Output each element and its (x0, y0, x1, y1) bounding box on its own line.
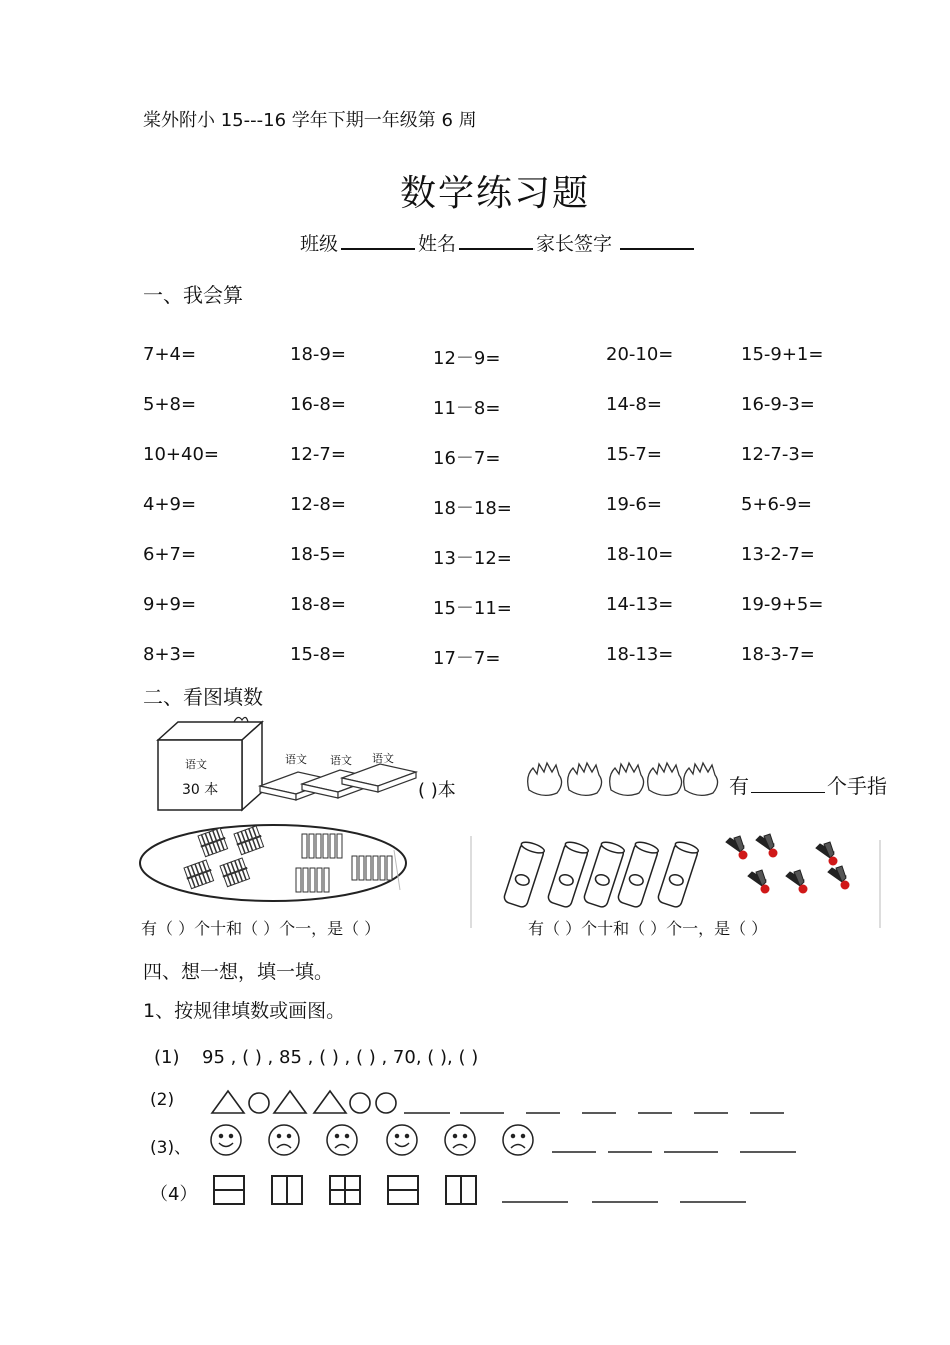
calc-problem[interactable]: 7+4= (143, 344, 197, 365)
single-stick-icon (387, 856, 392, 880)
parent-sign-blank[interactable] (620, 232, 694, 250)
shuttle-tube-icon (503, 840, 546, 908)
pattern-instruction: 1、按规律填数或画图。 (143, 1000, 346, 1022)
gloves-question (729, 770, 887, 799)
single-stick-icon (352, 856, 357, 880)
calc-problem[interactable]: 18-9= (290, 344, 346, 365)
calc-problem[interactable]: 12－9= (433, 348, 501, 369)
calc-problem[interactable]: 18-13= (606, 644, 674, 665)
smiley-face-icon (387, 1125, 417, 1155)
box-count: 30 本 (182, 782, 219, 798)
class-blank[interactable] (341, 232, 415, 250)
single-stick-icon (330, 834, 335, 858)
sticks-illustration (138, 822, 434, 904)
gloves-prefix: 有 (729, 774, 749, 798)
calc-problem[interactable]: 20-10= (606, 344, 674, 365)
calc-problem[interactable]: 15－11= (433, 598, 512, 619)
calc-problem[interactable]: 16－7= (433, 448, 501, 469)
triangle-icon (314, 1091, 346, 1113)
q4-label: （4） (150, 1184, 198, 1205)
glove-icon (684, 763, 718, 795)
calc-problem[interactable]: 17－7= (433, 648, 501, 669)
q1-sequence[interactable]: 95 , ( ) , 85 , ( ) , ( ) , 70, ( ), ( ) (202, 1047, 479, 1068)
tubes-question: 有（ ）个十和（ ）个一，是（ ） (528, 919, 768, 938)
sad-face-icon (269, 1125, 299, 1155)
calc-problem[interactable]: 19-9+5= (741, 594, 824, 615)
shuttlecock-icon (756, 834, 778, 858)
glove-icon (610, 763, 644, 795)
calc-problem[interactable]: 9+9= (143, 594, 197, 615)
calc-problem[interactable]: 14-8= (606, 394, 662, 415)
single-stick-icon (380, 856, 385, 880)
calc-problem[interactable]: 12-7= (290, 444, 346, 465)
calc-problem[interactable]: 5+6-9= (741, 494, 813, 515)
shuttle-tube-icon (547, 840, 590, 908)
calc-problem[interactable]: 18-8= (290, 594, 346, 615)
single-stick-icon (337, 834, 342, 858)
page-title: 数学练习题 (399, 173, 590, 214)
calc-problem[interactable]: 5+8= (143, 394, 197, 415)
calc-problem[interactable]: 16-9-3= (741, 394, 815, 415)
shuttlecock-icon (748, 870, 770, 894)
books-answer-blank[interactable]: ( )本 (418, 780, 456, 801)
tubes-illustration (470, 832, 882, 928)
calc-problem[interactable]: 16-8= (290, 394, 346, 415)
parent-sign-label: 家长签字 (536, 233, 613, 255)
name-label: 姓名 (418, 233, 457, 255)
class-label: 班级 (300, 233, 339, 255)
calc-problem[interactable]: 19-6= (606, 494, 662, 515)
single-stick-icon (296, 868, 301, 892)
calc-problem[interactable]: 18-5= (290, 544, 346, 565)
book-label-2: 语文 (330, 754, 352, 767)
glove-icon (568, 763, 602, 795)
calc-problem[interactable]: 10+40= (143, 444, 219, 465)
single-stick-icon (373, 856, 378, 880)
section-heading-think: 四、想一想，填一填。 (143, 961, 334, 983)
single-stick-icon (309, 834, 314, 858)
shuttlecock-icon (726, 836, 748, 860)
boxes-pattern (212, 1174, 752, 1208)
calc-problem[interactable]: 12-7-3= (741, 444, 815, 465)
triangle-icon (274, 1091, 306, 1113)
sticks-question: 有（ ）个十和（ ）个一，是（ ） (141, 919, 381, 938)
calc-problem[interactable]: 18－18= (433, 498, 512, 519)
calc-problem[interactable]: 11－8= (433, 398, 501, 419)
single-stick-icon (323, 834, 328, 858)
single-stick-icon (310, 868, 315, 892)
circle-icon (350, 1093, 370, 1113)
q3-label: (3)、 (150, 1138, 192, 1158)
glove-icon (528, 763, 562, 795)
calc-problem[interactable]: 14-13= (606, 594, 674, 615)
book-label-1: 语文 (285, 753, 307, 766)
sad-face-icon (327, 1125, 357, 1155)
calc-problem[interactable]: 13－12= (433, 548, 512, 569)
glove-icon (648, 763, 682, 795)
info-line (300, 229, 697, 256)
calc-problem[interactable]: 15-9+1= (741, 344, 824, 365)
calc-problem[interactable]: 12-8= (290, 494, 346, 515)
calc-problem[interactable]: 13-2-7= (741, 544, 815, 565)
calc-problem[interactable]: 18-3-7= (741, 644, 815, 665)
circle-icon (249, 1093, 269, 1113)
calc-problem[interactable]: 4+9= (143, 494, 197, 515)
single-stick-icon (317, 868, 322, 892)
q1-label: (1) (154, 1047, 180, 1068)
faces-pattern (208, 1124, 800, 1158)
shuttlecock-icon (786, 870, 808, 894)
sad-face-icon (503, 1125, 533, 1155)
fingers-blank[interactable] (751, 774, 825, 793)
gloves-suffix: 个手指 (827, 774, 887, 798)
single-stick-icon (366, 856, 371, 880)
book-label-3: 语文 (372, 752, 394, 765)
calc-problem[interactable]: 15-8= (290, 644, 346, 665)
school-line: 棠外附小 15---16 学年下期一年级第 6 周 (143, 110, 477, 131)
shuttle-tube-icon (657, 840, 700, 908)
triangle-icon (212, 1091, 244, 1113)
gloves-illustration (525, 760, 725, 802)
shuttlecock-icon (816, 842, 838, 866)
circle-icon (376, 1093, 396, 1113)
shuttlecock-icon (828, 866, 850, 890)
name-blank[interactable] (459, 232, 533, 250)
single-stick-icon (302, 834, 307, 858)
calc-problem[interactable]: 6+7= (143, 544, 197, 565)
sad-face-icon (445, 1125, 475, 1155)
box-label: 语文 (185, 758, 207, 771)
single-stick-icon (324, 868, 329, 892)
smiley-face-icon (211, 1125, 241, 1155)
shapes-pattern (210, 1087, 790, 1117)
q2-label: (2) (150, 1090, 175, 1110)
calc-problem[interactable]: 8+3= (143, 644, 197, 665)
calc-problem[interactable]: 15-7= (606, 444, 662, 465)
single-stick-icon (359, 856, 364, 880)
section-heading-picture: 二、看图填数 (143, 685, 263, 709)
section-heading-calc: 一、我会算 (143, 283, 243, 307)
single-stick-icon (303, 868, 308, 892)
calc-problem[interactable]: 18-10= (606, 544, 674, 565)
single-stick-icon (316, 834, 321, 858)
